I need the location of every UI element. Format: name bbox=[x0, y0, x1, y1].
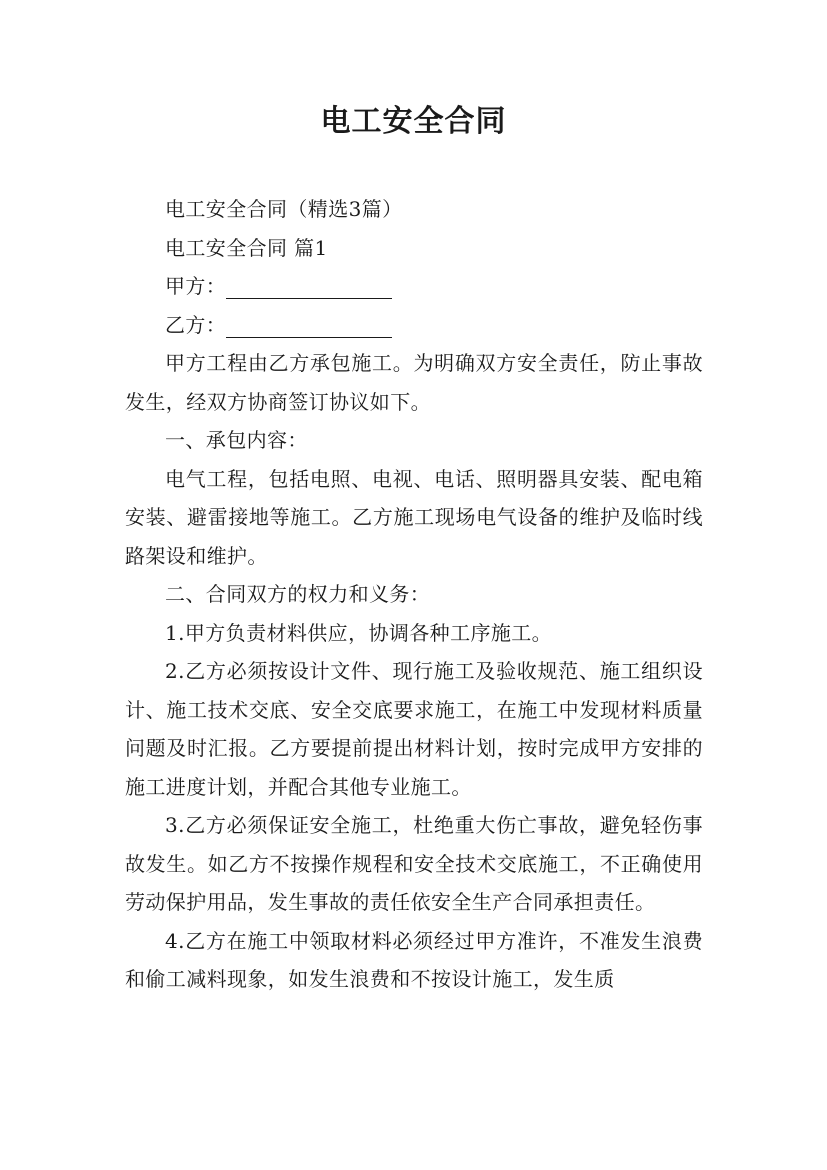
party-a-line bbox=[125, 267, 703, 306]
intro-paragraph: 甲方工程由乙方承包施工。为明确双方安全责任，防止事故发生，经双方协商签订协议如下。 bbox=[125, 351, 703, 414]
heading-rights-duties: 二、合同双方的权力和义务： bbox=[165, 582, 431, 606]
document-title: 电工安全合同 bbox=[320, 104, 507, 139]
party-a-blank bbox=[226, 276, 392, 299]
clause-2: 2.乙方必须按设计文件、现行施工及验收规范、施工组织设计、施工技术交底、安全交底要求施工，在施工中发现材料质量问题及时汇报。乙方要提前提出材料计划，按时完成甲方安排的施工进度计划，并配合其他专业施工。 bbox=[125, 659, 703, 799]
document-body bbox=[125, 190, 703, 999]
heading-contract-content: 一、承包内容： bbox=[165, 428, 308, 452]
clause-1: 1.甲方负责材料供应，协调各种工序施工。 bbox=[165, 620, 553, 645]
content-paragraph: 电气工程，包括电照、电视、电话、照明器具安装、配电箱安装、避雷接地等施工。乙方施工现场电气设备的维护及临时线路架设和维护。 bbox=[125, 466, 703, 568]
party-b-blank bbox=[226, 315, 392, 338]
clause-3: 3.乙方必须保证安全施工，杜绝重大伤亡事故，避免轻伤事故发生。如乙方不按操作规程和安全技术交底施工，不正确使用劳动保护用品，发生事故的责任依安全生产合同承担责任。 bbox=[125, 813, 703, 914]
party-b-label: 乙方： bbox=[165, 312, 227, 337]
document-subtitle: 电工安全合同（精选3篇） bbox=[165, 197, 403, 221]
clause-4: 4.乙方在施工中领取材料必须经过甲方准许，不准发生浪费和偷工减料现象，如发生浪费和不按设计施工，发生质 bbox=[125, 928, 703, 991]
section-heading: 电工安全合同 篇1 bbox=[165, 235, 328, 260]
party-a-label: 甲方： bbox=[165, 274, 227, 298]
party-b-line bbox=[125, 306, 703, 345]
